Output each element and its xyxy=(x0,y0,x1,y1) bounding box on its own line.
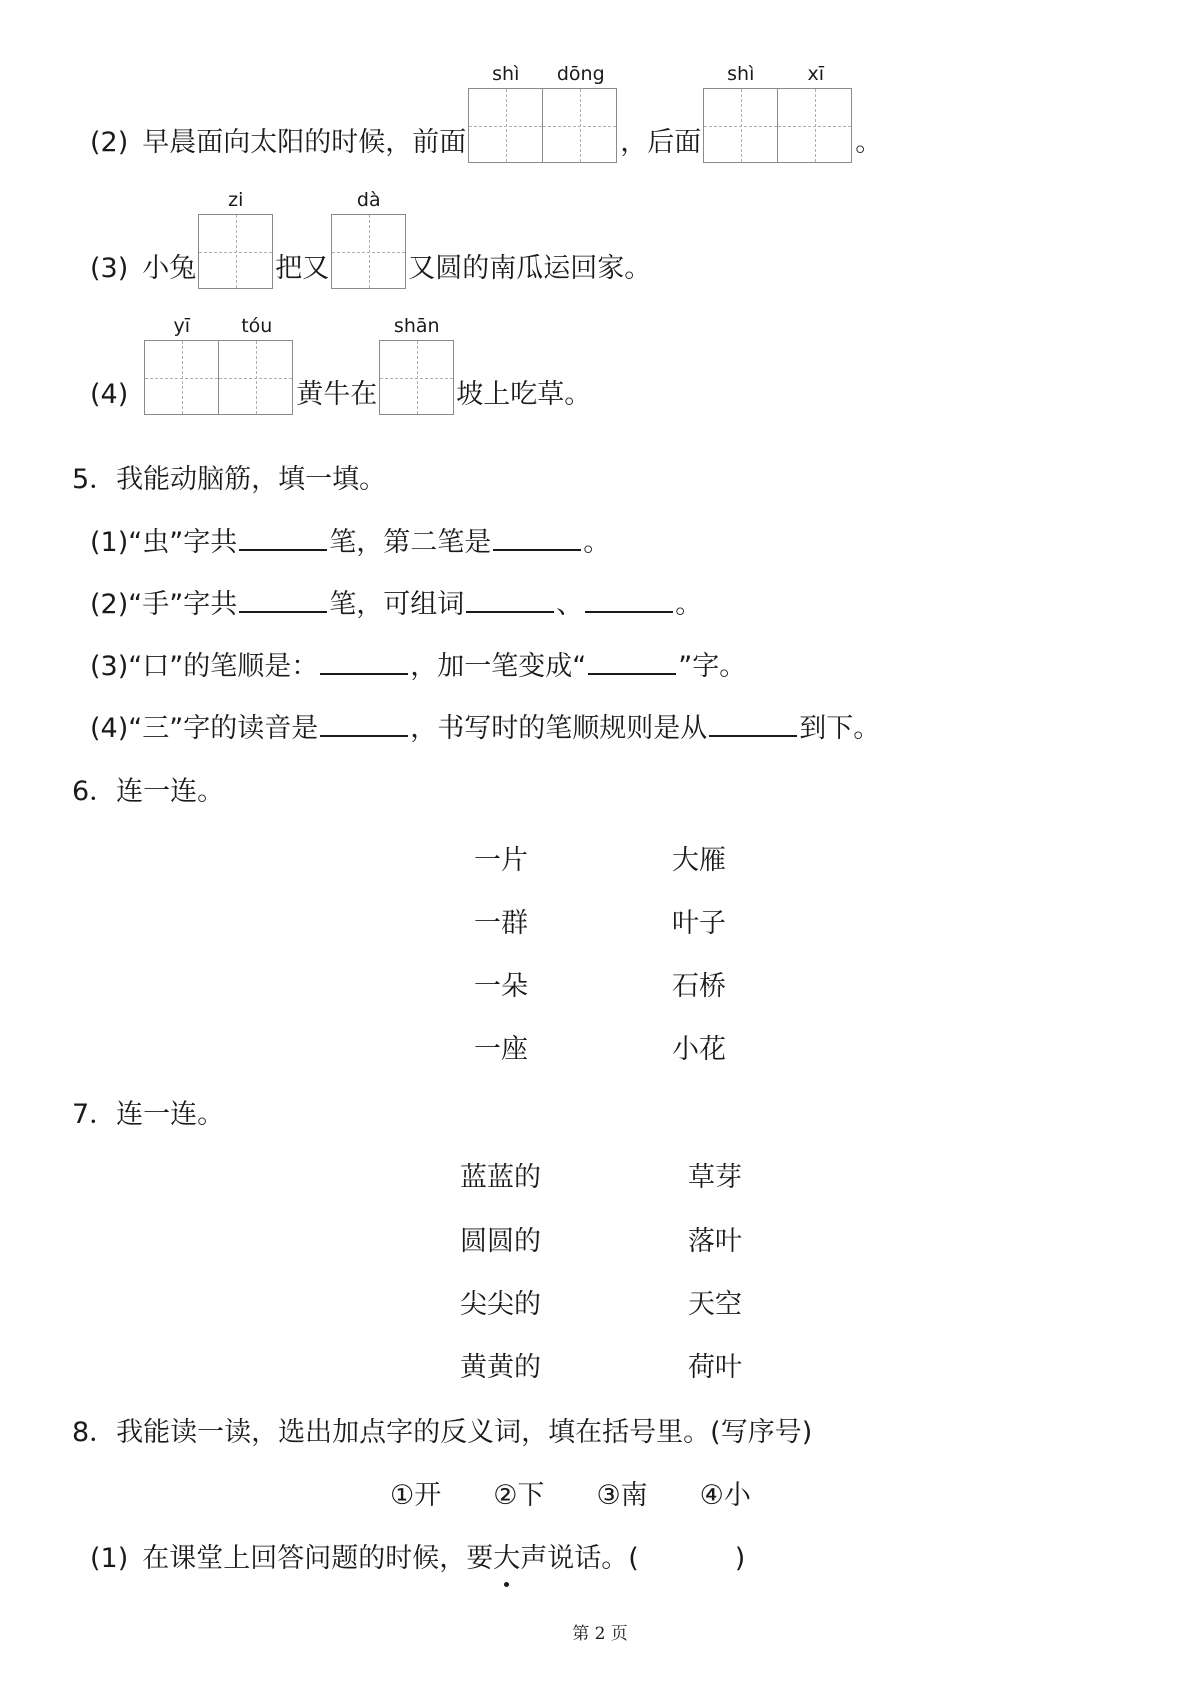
q8-item-1-text-c: ) xyxy=(734,1543,746,1574)
q6-right-word[interactable]: 叶子 xyxy=(672,908,726,939)
q8-option: ③南 xyxy=(596,1480,648,1511)
q7-left-word[interactable]: 尖尖的 xyxy=(460,1289,541,1320)
q8-item-1-text-a: 在课堂上回答问题的时候，要 xyxy=(142,1543,494,1574)
tian-grid-answer[interactable] xyxy=(198,188,273,289)
tian-grid-answer[interactable] xyxy=(468,62,618,163)
q5-item-2-text-a: (2)“手”字共 xyxy=(90,589,238,620)
answer-blank[interactable] xyxy=(585,585,673,613)
q4-item-2-num: (2) xyxy=(90,127,129,158)
q5-item-3 xyxy=(90,647,746,687)
q4-item-2-text-c: 。 xyxy=(855,127,883,158)
q7-right-word[interactable]: 草芽 xyxy=(688,1162,742,1193)
q5-heading: 5．我能动脑筋，填一填。 xyxy=(72,464,387,495)
tian-cell[interactable] xyxy=(703,88,778,163)
q5-item-1-text-c: 。 xyxy=(583,527,611,558)
answer-blank[interactable] xyxy=(320,709,408,737)
tian-grid-answer[interactable] xyxy=(379,314,454,415)
answer-blank[interactable] xyxy=(493,523,581,551)
q4-item-3-text-c: 又圆的南瓜运回家。 xyxy=(408,253,652,284)
tian-cell[interactable] xyxy=(144,340,219,415)
q6-left-word[interactable]: 一座 xyxy=(474,1034,528,1065)
answer-blank[interactable] xyxy=(320,647,408,675)
q5-item-4-text-b: ，书写时的笔顺规则是从 xyxy=(410,713,708,744)
tian-cell[interactable] xyxy=(542,88,617,163)
q8-item-1 xyxy=(90,1539,745,1579)
q5-item-3-text-a: (3)“口”的笔顺是： xyxy=(90,651,319,682)
pinyin-label: shì xyxy=(727,63,755,85)
q4-item-3-text-a: 小兔 xyxy=(142,253,197,284)
tian-cell[interactable] xyxy=(218,340,293,415)
q7-left-word[interactable]: 蓝蓝的 xyxy=(460,1162,541,1193)
pinyin-label: tóu xyxy=(241,315,273,337)
q6-left-word[interactable]: 一片 xyxy=(474,845,528,876)
pinyin-label: shān xyxy=(393,315,440,337)
q6-right-word[interactable]: 石桥 xyxy=(672,971,726,1002)
pinyin-label: zi xyxy=(228,189,244,211)
page-number: 第 2 页 xyxy=(572,1624,628,1644)
answer-blank[interactable] xyxy=(239,523,327,551)
q4-item-4 xyxy=(90,314,591,415)
q6-heading: 6．连一连。 xyxy=(72,776,225,807)
pinyin-label: shì xyxy=(492,63,520,85)
answer-blank[interactable] xyxy=(239,585,327,613)
q8-item-1-text-b: 声说话。( xyxy=(520,1543,639,1574)
tian-cell[interactable] xyxy=(198,214,273,289)
q7-right-word[interactable]: 落叶 xyxy=(688,1226,742,1257)
tian-cell[interactable] xyxy=(379,340,454,415)
q8-heading: 8．我能读一读，选出加点字的反义词，填在括号里。(写序号) xyxy=(72,1417,813,1448)
q5-item-2-text-c: 、 xyxy=(556,589,584,620)
q5-item-1 xyxy=(90,523,610,563)
q5-item-4-text-a: (4)“三”字的读音是 xyxy=(90,713,319,744)
q5-item-4-text-c: 到下。 xyxy=(799,713,881,744)
q5-item-3-text-b: ，加一笔变成“ xyxy=(410,651,587,682)
q4-item-2-text-b: ，后面 xyxy=(620,127,702,158)
q4-item-4-text-c: 坡上吃草。 xyxy=(456,379,592,410)
pinyin-label: dà xyxy=(356,189,381,211)
q8-item-1-num: (1) xyxy=(90,1543,129,1574)
q6-right-word[interactable]: 小花 xyxy=(672,1034,726,1065)
q4-item-3-num: (3) xyxy=(90,253,129,284)
q8-option: ①开 xyxy=(390,1480,442,1511)
q6-left-word[interactable]: 一朵 xyxy=(474,971,528,1002)
q8-options xyxy=(390,1476,803,1516)
answer-blank[interactable] xyxy=(588,647,676,675)
q7-left-word[interactable]: 圆圆的 xyxy=(460,1226,541,1257)
answer-blank[interactable] xyxy=(709,709,797,737)
q8-option: ④小 xyxy=(699,1480,751,1511)
dotted-character: 大 xyxy=(493,1539,520,1579)
tian-grid-answer[interactable] xyxy=(144,314,294,415)
q4-item-4-text-b: 黄牛在 xyxy=(296,379,378,410)
q8-option: ②下 xyxy=(493,1480,545,1511)
q5-item-1-text-a: (1)“虫”字共 xyxy=(90,527,238,558)
q5-item-4 xyxy=(90,709,880,749)
tian-grid-answer[interactable] xyxy=(703,62,853,163)
q5-item-2-text-b: 笔，可组词 xyxy=(329,589,465,620)
q4-item-4-num: (4) xyxy=(90,379,129,410)
pinyin-label: yī xyxy=(173,315,191,337)
q4-item-2 xyxy=(90,62,882,163)
q7-right-word[interactable]: 天空 xyxy=(688,1289,742,1320)
q6-left-word[interactable]: 一群 xyxy=(474,908,528,939)
q7-right-word[interactable]: 荷叶 xyxy=(688,1352,742,1383)
q5-item-2-text-d: 。 xyxy=(675,589,703,620)
tian-cell[interactable] xyxy=(331,214,406,289)
q4-item-3-text-b: 把又 xyxy=(275,253,330,284)
pinyin-label: dōng xyxy=(556,63,605,85)
q7-heading: 7．连一连。 xyxy=(72,1099,225,1130)
q7-left-word[interactable]: 黄黄的 xyxy=(460,1352,541,1383)
q4-item-3 xyxy=(90,188,651,289)
q5-item-1-text-b: 笔，第二笔是 xyxy=(329,527,492,558)
q5-item-2 xyxy=(90,585,702,625)
q4-item-2-text-a: 早晨面向太阳的时候，前面 xyxy=(142,127,467,158)
tian-cell[interactable] xyxy=(468,88,543,163)
q6-right-word[interactable]: 大雁 xyxy=(672,845,726,876)
pinyin-label: xī xyxy=(807,63,825,85)
q5-item-3-text-c: ”字。 xyxy=(678,651,747,682)
tian-cell[interactable] xyxy=(777,88,852,163)
answer-blank[interactable] xyxy=(466,585,554,613)
tian-grid-answer[interactable] xyxy=(331,188,406,289)
